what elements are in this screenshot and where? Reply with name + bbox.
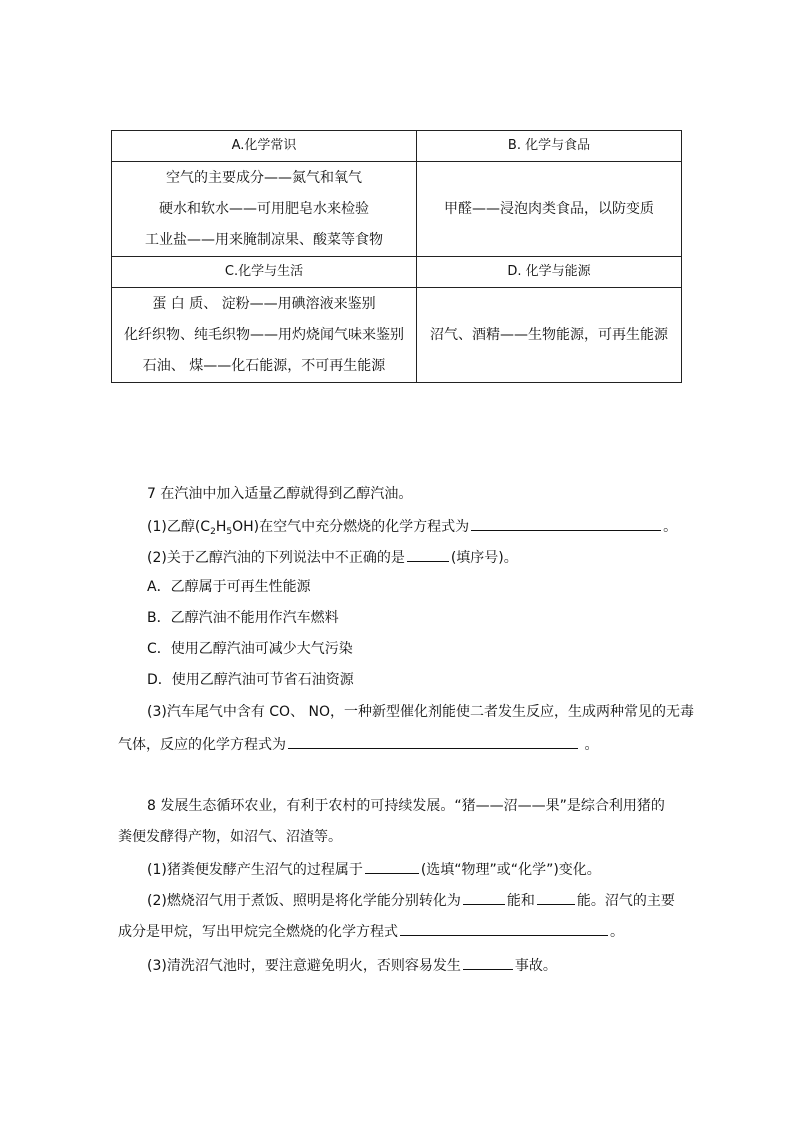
q7-option-b: B．乙醇汽油不能用作汽车燃料 — [147, 610, 339, 626]
header-b: B. 化学与食品 — [417, 131, 682, 162]
q7-option-d: D．使用乙醇汽油可节省石油资源 — [147, 672, 354, 688]
q8-p2-line2-pre: 成分是甲烷，写出甲烷完全燃烧的化学方程式 — [118, 924, 398, 940]
c-line-3: 石油、 煤——化石能源，不可再生能源 — [142, 357, 386, 374]
q8-p3-post: 事故。 — [514, 958, 557, 974]
q8-intro-line2: 粪便发酵得产物，如沼气、沼渣等。 — [118, 829, 342, 845]
q7-p3-pre: 气体，反应的化学方程式为 — [118, 737, 286, 753]
comparison-table — [111, 130, 682, 383]
b-line: 甲醛——浸泡肉类食品，以防变质 — [444, 200, 654, 217]
q8-p1-post: (选填“物理”或“化学”)变化。 — [420, 862, 601, 878]
c-line-2: 化纤织物、纯毛织物——用灼烧闻气味来鉴别 — [124, 326, 404, 343]
q7-p1-pre: (1)乙醇(C — [147, 519, 211, 535]
q7-p1-sub1: 2 — [210, 527, 216, 537]
header-d: D. 化学与能源 — [417, 257, 682, 288]
q8-p2-equation-blank[interactable] — [400, 920, 608, 936]
q8-p2-pre: (2)燃烧沼气用于煮饭、照明是将化学能分别转化为 — [147, 893, 461, 909]
q8-p2-line2-end: 。 — [610, 924, 624, 940]
q7-p1-sub2: 5 — [226, 527, 233, 537]
q8-p3-pre: (3)清洗沼气池时，要注意避免明火，否则容易发生 — [147, 958, 461, 974]
header-a: A.化学常识 — [112, 131, 417, 162]
q7-p2-answer-blank[interactable] — [407, 546, 449, 562]
c-line-1: 蛋 白 质、 淀粉——用碘溶液来鉴别 — [152, 295, 376, 312]
header-c: C.化学与生活 — [112, 257, 417, 288]
q7-p3-answer-blank[interactable] — [288, 733, 578, 749]
q7-part3-line1: (3)汽车尾气中含有 CO、 NO，一种新型催化剂能使二者发生反应，生成两种常见的无毒 — [147, 704, 695, 720]
q7-option-c: C．使用乙醇汽油可减少大气污染 — [147, 641, 353, 657]
q7-part1 — [147, 515, 677, 542]
q8-p1-answer-blank[interactable] — [365, 858, 419, 874]
q7-p2-pre: (2)关于乙醇汽油的下列说法中不正确的是 — [147, 550, 405, 566]
a-line-2: 硬水和软水——可用肥皂水来检验 — [159, 200, 369, 217]
q7-p3-end: 。 — [580, 737, 599, 753]
q7-option-a: A．乙醇属于可再生性能源 — [147, 579, 311, 595]
q8-p2-answer-blank-1[interactable] — [463, 889, 505, 905]
q8-part2-line2 — [118, 920, 624, 942]
q8-p2-answer-blank-2[interactable] — [537, 889, 575, 905]
a-line-1: 空气的主要成分——氮气和氧气 — [166, 169, 362, 186]
q7-p1-post: OH)在空气中充分燃烧的化学方程式为 — [232, 519, 470, 535]
q8-p3-answer-blank[interactable] — [463, 954, 513, 970]
q8-part1 — [147, 858, 601, 880]
q7-p1-answer-blank[interactable] — [471, 515, 661, 531]
q7-part2 — [147, 546, 518, 568]
q8-p2-post: 能。沼气的主要 — [576, 893, 675, 909]
q7-p2-post: (填序号)。 — [450, 550, 518, 566]
cell-c — [112, 288, 417, 383]
a-line-3: 工业盐——用来腌制凉果、酸菜等食物 — [145, 231, 383, 248]
cell-d — [417, 288, 682, 383]
q8-p1-pre: (1)猪粪便发酵产生沼气的过程属于 — [147, 862, 363, 878]
q7-part3-line2 — [118, 733, 598, 755]
q7-intro: 7 在汽油中加入适量乙醇就得到乙醇汽油。 — [147, 486, 413, 502]
cell-b — [417, 162, 682, 257]
q7-p1-mid: H — [215, 519, 227, 535]
q8-part2-line1 — [147, 889, 675, 911]
d-line: 沼气、酒精——生物能源，可再生能源 — [430, 326, 668, 343]
q7-p1-end: 。 — [663, 519, 678, 535]
cell-a — [112, 162, 417, 257]
q8-p2-mid: 能和 — [506, 893, 535, 909]
q8-part3 — [147, 954, 557, 976]
q8-intro-line1: 8 发展生态循环农业，有利于农村的可持续发展。“猪——沼——果”是综合利用猪的 — [147, 798, 665, 814]
